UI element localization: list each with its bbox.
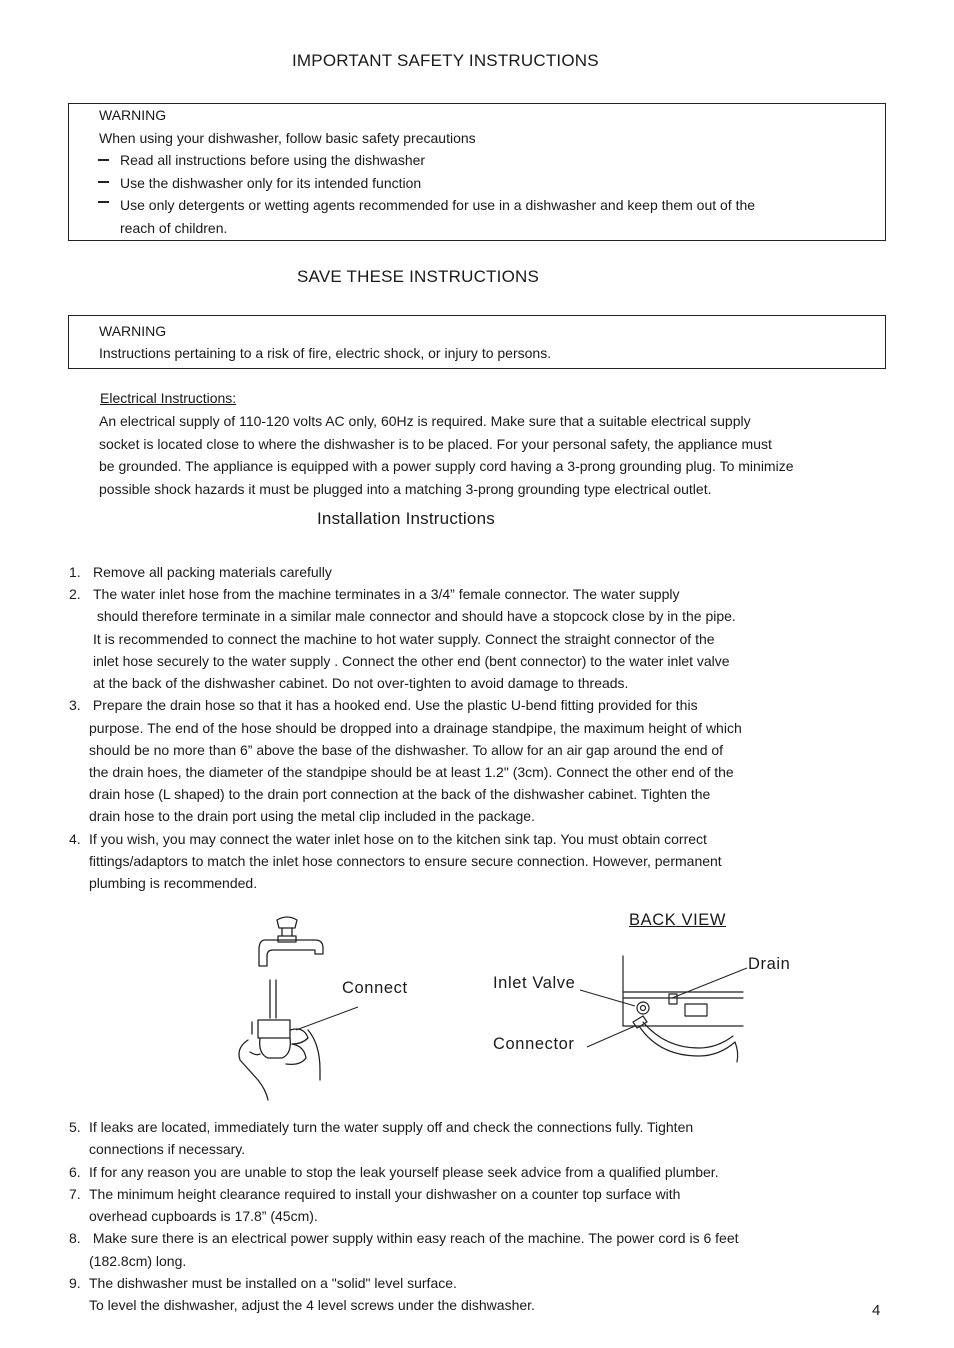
page-title: IMPORTANT SAFETY INSTRUCTIONS xyxy=(292,51,599,70)
warning-heading: WARNING xyxy=(99,323,167,339)
step-text: should be no more than 6” above the base of the dishwasher. To allow for an air gap around the end of xyxy=(89,742,724,758)
step-number: 2. xyxy=(69,586,81,602)
step-text: drain hose to the drain port using the metal clip included in the package. xyxy=(89,808,535,824)
step-number: 4. xyxy=(69,831,81,847)
page-number: 4 xyxy=(872,1302,881,1319)
step-text: If for any reason you are unable to stop the leak yourself please seek advice from a qualified plumber. xyxy=(89,1164,719,1180)
step-number: 3. xyxy=(69,697,81,713)
warning-item: Use the dishwasher only for its intended function xyxy=(120,175,422,191)
step-text: plumbing is recommended. xyxy=(89,875,258,891)
step-text: overhead cupboards is 17.8” (45cm). xyxy=(89,1208,318,1224)
step-text: If you wish, you may connect the water inlet hose on to the kitchen sink tap. You must obtain correct xyxy=(89,831,707,847)
connector-label: Connector xyxy=(493,1035,575,1053)
warning-item: Use only detergents or wetting agents recommended for use in a dishwasher and keep them out of the xyxy=(120,197,756,213)
step-number: 1. xyxy=(69,564,81,580)
step-text: at the back of the dishwasher cabinet. Do not over-tighten to avoid damage to threads. xyxy=(93,675,629,691)
electrical-line: socket is located close to where the dishwasher is to be placed. For your personal safety, the appliance must xyxy=(99,435,772,452)
step-number: 9. xyxy=(69,1275,81,1291)
bullet-dash xyxy=(98,159,109,161)
step-number: 6. xyxy=(69,1164,81,1180)
step-text: drain hose (L shaped) to the drain port connection at the back of the dishwasher cabinet. Tighten the xyxy=(89,786,711,802)
step-text: fittings/adaptors to match the inlet hose connectors to ensure secure connection. However, permanent xyxy=(89,853,722,869)
electrical-line: possible shock hazards it must be plugged into a matching 3-prong grounding type electrical outlet. xyxy=(99,480,712,497)
back-view-label: BACK VIEW xyxy=(629,911,727,929)
step-text: purpose. The end of the hose should be dropped into a drainage standpipe, the maximum height of which xyxy=(89,720,742,736)
step-text: If leaks are located, immediately turn the water supply off and check the connections fully. Tighten xyxy=(89,1119,694,1135)
warning-intro: When using your dishwasher, follow basic safety precautions xyxy=(99,130,476,146)
installation-heading: Installation Instructions xyxy=(317,509,495,528)
step-text: (182.8cm) long. xyxy=(89,1253,187,1269)
step-text: inlet hose securely to the water supply . Connect the other end (bent connector) to the water inlet valve xyxy=(93,653,730,669)
drain-label: Drain xyxy=(748,955,791,973)
step-text: The water inlet hose from the machine terminates in a 3/4” female connector. The water supply xyxy=(93,586,680,602)
tap-connection-illustration xyxy=(230,912,370,1102)
electrical-paragraph xyxy=(99,410,794,500)
step-text: The minimum height clearance required to install your dishwasher on a counter top surface with xyxy=(89,1186,681,1202)
electrical-line: An electrical supply of 110-120 volts AC only, 60Hz is required. Make sure that a suitable electrical supply xyxy=(99,413,751,429)
step-text: The dishwasher must be installed on a "solid" level surface. xyxy=(89,1275,457,1291)
warning-heading: WARNING xyxy=(99,107,167,123)
inlet-valve-label: Inlet Valve xyxy=(493,974,576,992)
step-text: should therefore terminate in a similar male connector and should have a stopcock close by in the pipe. xyxy=(93,608,736,624)
step-text: Make sure there is an electrical power supply within easy reach of the machine. The power cord is 6 feet xyxy=(89,1230,739,1246)
warning-item-continued: reach of children. xyxy=(120,220,228,236)
step-text: Prepare the drain hose so that it has a hooked end. Use the plastic U-bend fitting provided for this xyxy=(89,697,698,713)
electrical-heading: Electrical Instructions: xyxy=(100,390,237,406)
step-number: 5. xyxy=(69,1119,81,1135)
bullet-dash xyxy=(98,201,109,203)
step-number: 7. xyxy=(69,1186,81,1202)
step-number: 8. xyxy=(69,1230,81,1246)
step-text: the drain hoes, the diameter of the standpipe should be at least 1.2" (3cm). Connect the other end of the xyxy=(89,764,734,780)
warning-text: Instructions pertaining to a risk of fire, electric shock, or injury to persons. xyxy=(99,345,552,361)
step-text: Remove all packing materials carefully xyxy=(93,564,332,580)
back-view-illustration xyxy=(575,950,750,1070)
warning-item: Read all instructions before using the dishwasher xyxy=(120,152,426,168)
electrical-line: be grounded. The appliance is equipped with a power supply cord having a 3-prong grounding plug. To minimize xyxy=(99,458,794,474)
bullet-dash xyxy=(98,181,109,183)
step-text: connections if necessary. xyxy=(89,1141,246,1157)
save-instructions-heading: SAVE THESE INSTRUCTIONS xyxy=(297,267,540,286)
connect-label: Connect xyxy=(342,979,408,997)
step-text: To level the dishwasher, adjust the 4 level screws under the dishwasher. xyxy=(89,1297,535,1313)
step-text: It is recommended to connect the machine to hot water supply. Connect the straight connector of the xyxy=(93,631,715,647)
